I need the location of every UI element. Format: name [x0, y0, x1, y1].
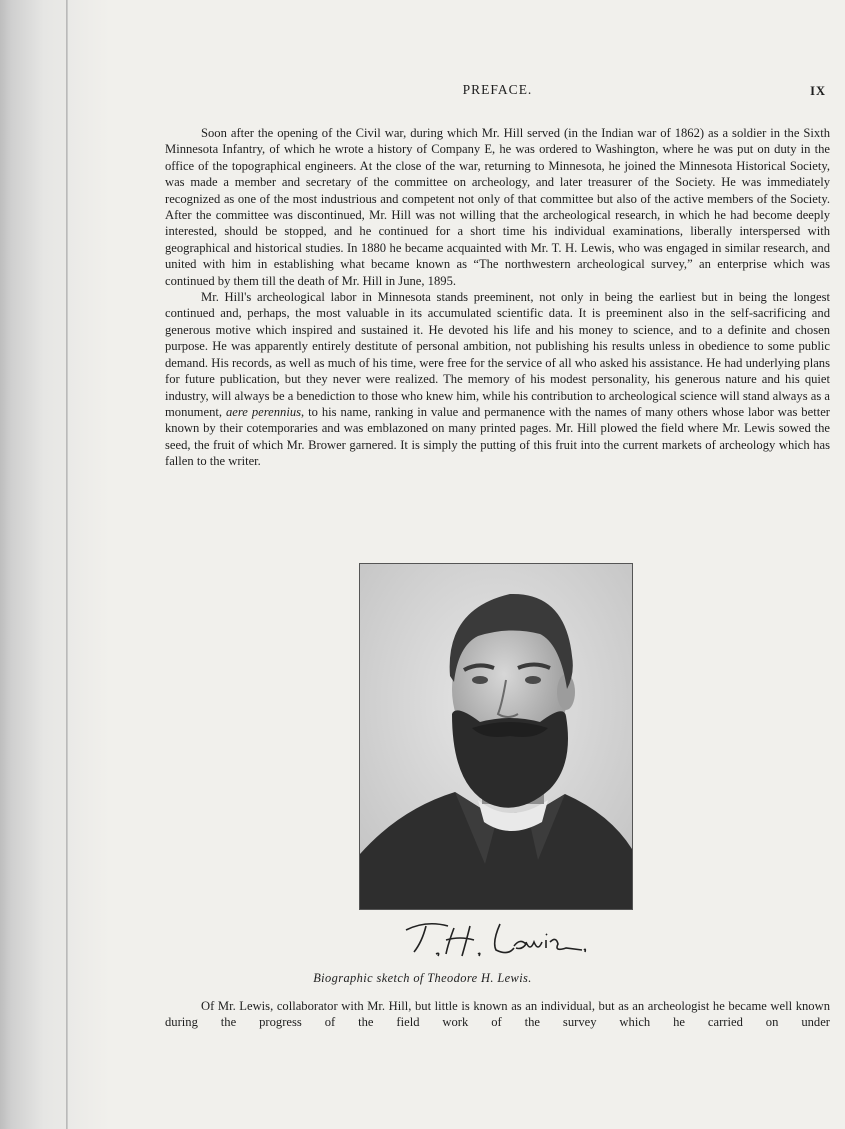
- latin-phrase: aere perennius: [225, 404, 302, 419]
- running-head: PREFACE.: [462, 82, 533, 97]
- body-text-continued: [165, 998, 830, 1031]
- paragraph-2-part-b: , to his name, ranking in value and permanence with the names of many others whose labor was better known by their cotemporaries and was emblazoned on many printed pages. Mr. Hill plowed the field where Mr. Lewis sowed the seed, the fruit of which Mr. Brower garnered. It is simply the putting of this fruit into the current markets of archeology which has fallen to the writer.: [165, 404, 830, 469]
- page-number: IX: [810, 84, 826, 98]
- binding-edge: [66, 0, 68, 1129]
- figure-caption: Biographic sketch of Theodore H. Lewis.: [313, 971, 532, 985]
- signature: [396, 912, 596, 962]
- page-header: [165, 82, 830, 102]
- portrait-image: [360, 564, 632, 909]
- paragraph-2: [165, 289, 830, 469]
- page-gutter-shadow: [0, 0, 110, 1129]
- paragraph-1: Soon after the opening of the Civil war, during which Mr. Hill served (in the Indian war of 1862) as a soldier in the Sixth Minnesota Infantry, of which he wrote a history of Company E, he was ordered to Washington, where he was put on duty in the office of the topographical engineers. At the close of the war, returning to Minnesota, he joined the Minnesota Historical Society, was made a member and secretary of the committee on archeology, and later treasurer of the Society. He was immediately recognized as one of the most industrious and competent not only of that committee but also of the active members of the Society. After the committee was discontinued, Mr. Hill was not willing that the archeological research, in which he had become deeply interested, should be stopped, and he continued for a short time his individual examinations, liberally interspersed with geographical and historical studies. In 1880 he became acquainted with Mr. T. H. Lewis, who was engaged in similar research, and united with him in establishing what became known as “The northwestern archeological survey,” an enterprise which was continued by them till the death of Mr. Hill in June, 1895.: [165, 126, 830, 288]
- portrait-photo: [359, 563, 633, 910]
- paragraph-2-part-a: Mr. Hill's archeological labor in Minnesota stands preeminent, not only in being the earliest but in being the longest continued and, perhaps, the most valuable in its accumulated scientific data. It is preeminent also in the self-sacrificing and generous motive which inspired and sustained it. He devoted his life and his money to science, and to a definite and chosen purpose. He was apparently entirely destitute of personal ambition, not publishing his results unless in obedience to some public demand. His records, as well as much of his time, were free for the service of all who asked his assistance. He had underlying plans for future publication, but they never were realized. The memory of his modest personality, his generous nature and his quiet industry, will always be a benediction to those who knew him, while his contribution to archeological science will stand always as a monument,: [165, 290, 830, 419]
- body-text: [165, 125, 830, 470]
- paragraph-3: Of Mr. Lewis, collaborator with Mr. Hill, but little is known as an individual, but as an archeologist he became well known during the progress of the field work of the survey which he carried on under: [165, 999, 830, 1030]
- signature-text: T. H. Lewis.: [396, 912, 401, 913]
